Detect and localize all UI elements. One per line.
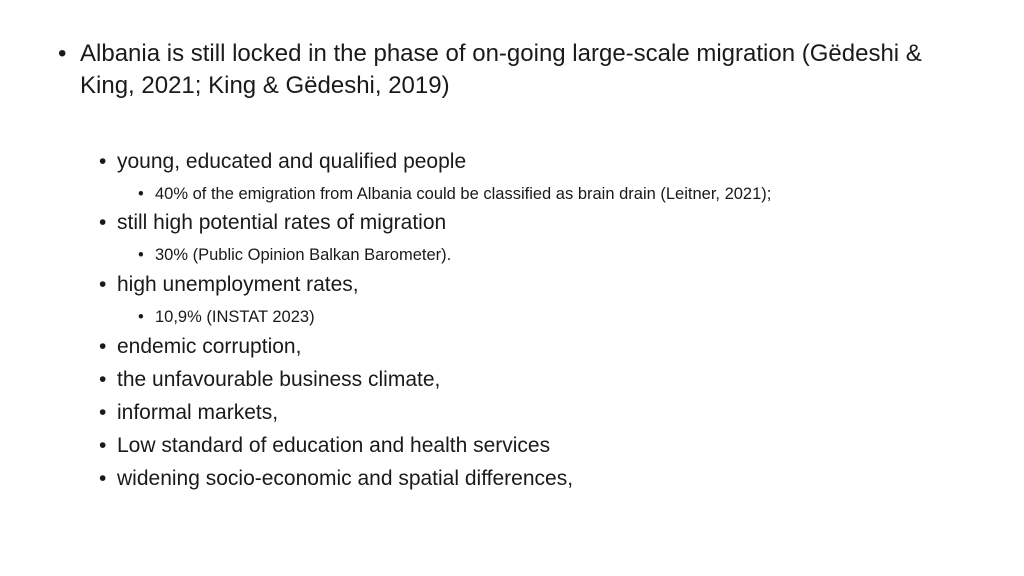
bullet-dot: • bbox=[99, 467, 107, 490]
sub-bullet-item bbox=[99, 399, 278, 427]
bullet-dot: • bbox=[99, 368, 107, 391]
bullet-dot: • bbox=[99, 273, 107, 296]
sub-bullet-text: the unfavourable business climate, bbox=[117, 368, 441, 391]
sub-bullet-text: endemic corruption, bbox=[117, 335, 302, 358]
bullet-dot: • bbox=[138, 246, 144, 264]
sub-bullet-item bbox=[99, 271, 359, 299]
sub-bullet-text: widening socio-economic and spatial differences, bbox=[117, 467, 574, 490]
sub-bullet-text: high unemployment rates, bbox=[117, 273, 359, 296]
sub-bullet-text: informal markets, bbox=[117, 401, 279, 424]
bullet-dot: • bbox=[58, 40, 67, 67]
sub-bullet-item bbox=[99, 209, 446, 237]
bullet-dot: • bbox=[99, 150, 107, 173]
main-bullet-point bbox=[58, 38, 940, 102]
sub-bullet-text: Low standard of education and health services bbox=[117, 434, 551, 457]
main-point-text: Albania is still locked in the phase of on-going large-scale migration (Gëdeshi & King, 2021; King & Gëdeshi, 2019) bbox=[80, 40, 922, 99]
sub-bullet-text: young, educated and qualified people bbox=[117, 150, 467, 173]
sub-bullet-text: still high potential rates of migration bbox=[117, 211, 447, 234]
detail-bullet-text: 10,9% (INSTAT 2023) bbox=[155, 308, 315, 326]
bullet-dot: • bbox=[99, 401, 107, 424]
sub-bullet-item bbox=[99, 148, 466, 176]
detail-bullet-text: 40% of the emigration from Albania could be classified as brain drain (Leitner, 2021); bbox=[155, 185, 772, 203]
bullet-dot: • bbox=[138, 308, 144, 326]
detail-bullet-item bbox=[138, 244, 451, 266]
sub-bullet-item bbox=[99, 333, 301, 361]
bullet-dot: • bbox=[99, 335, 107, 358]
bullet-dot: • bbox=[99, 434, 107, 457]
detail-bullet-item bbox=[138, 306, 315, 328]
bullet-dot: • bbox=[138, 185, 144, 203]
detail-bullet-text: 30% (Public Opinion Balkan Barometer). bbox=[155, 246, 452, 264]
sub-bullet-item bbox=[99, 465, 573, 493]
detail-bullet-item bbox=[138, 183, 771, 205]
sub-bullet-item bbox=[99, 432, 550, 460]
bullet-dot: • bbox=[99, 211, 107, 234]
sub-bullet-item bbox=[99, 366, 440, 394]
